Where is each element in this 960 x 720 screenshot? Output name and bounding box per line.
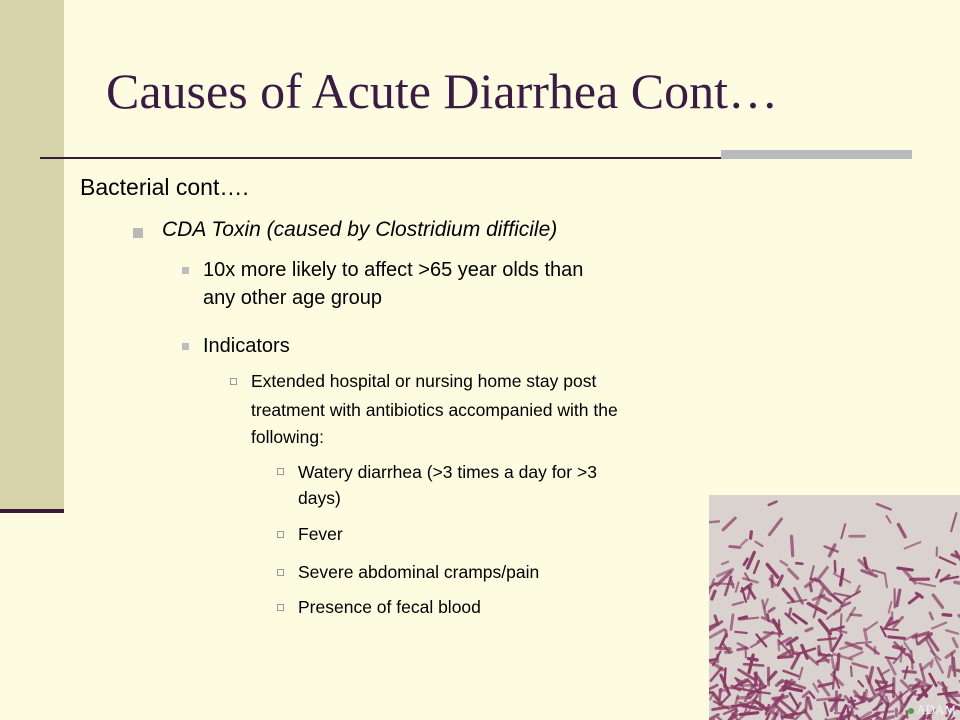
bullet-extended-stay-line3: following: <box>251 427 324 447</box>
image-credit: ADAM <box>908 702 956 718</box>
bullet-extended-stay-line1: Extended hospital or nursing home stay post <box>251 371 597 391</box>
bullet-fever: Fever <box>298 524 343 544</box>
bullet-fecal-blood: Presence of fecal blood <box>298 597 481 617</box>
bullet-cramps: Severe abdominal cramps/pain <box>298 562 540 582</box>
left-sidebar-band <box>0 0 64 512</box>
bullet-hollow-square-icon <box>277 604 284 611</box>
title-divider-accent <box>721 150 912 159</box>
microscope-bacteria-photo <box>709 495 960 720</box>
bullet-square-icon <box>182 343 189 350</box>
bullet-square-icon <box>133 228 143 238</box>
bullet-square-icon <box>182 267 189 274</box>
bullet-hollow-square-icon <box>277 569 284 576</box>
bullet-age-line2: any other age group <box>203 287 383 309</box>
slide-title: Causes of Acute Diarrhea Cont… <box>106 63 779 119</box>
bullet-indicators: Indicators <box>203 335 290 357</box>
bullet-hollow-square-icon <box>277 468 284 475</box>
bullet-hollow-square-icon <box>277 531 284 538</box>
bullet-watery-line2: days) <box>298 488 341 508</box>
bacteria-icon <box>709 495 960 720</box>
bullet-cda-toxin: CDA Toxin (caused by Clostridium difficile) <box>162 218 558 241</box>
bullet-bacterial: Bacterial cont…. <box>80 174 249 200</box>
bullet-watery-line1: Watery diarrhea (>3 times a day for >3 <box>298 462 597 482</box>
adam-logo-icon <box>908 708 914 714</box>
bullet-age-line1: 10x more likely to affect >65 year olds than <box>203 259 584 281</box>
sidebar-bottom-rule <box>0 509 64 513</box>
bullet-hollow-square-icon <box>230 378 237 385</box>
bullet-extended-stay-line2: treatment with antibiotics accompanied with the <box>251 400 618 420</box>
